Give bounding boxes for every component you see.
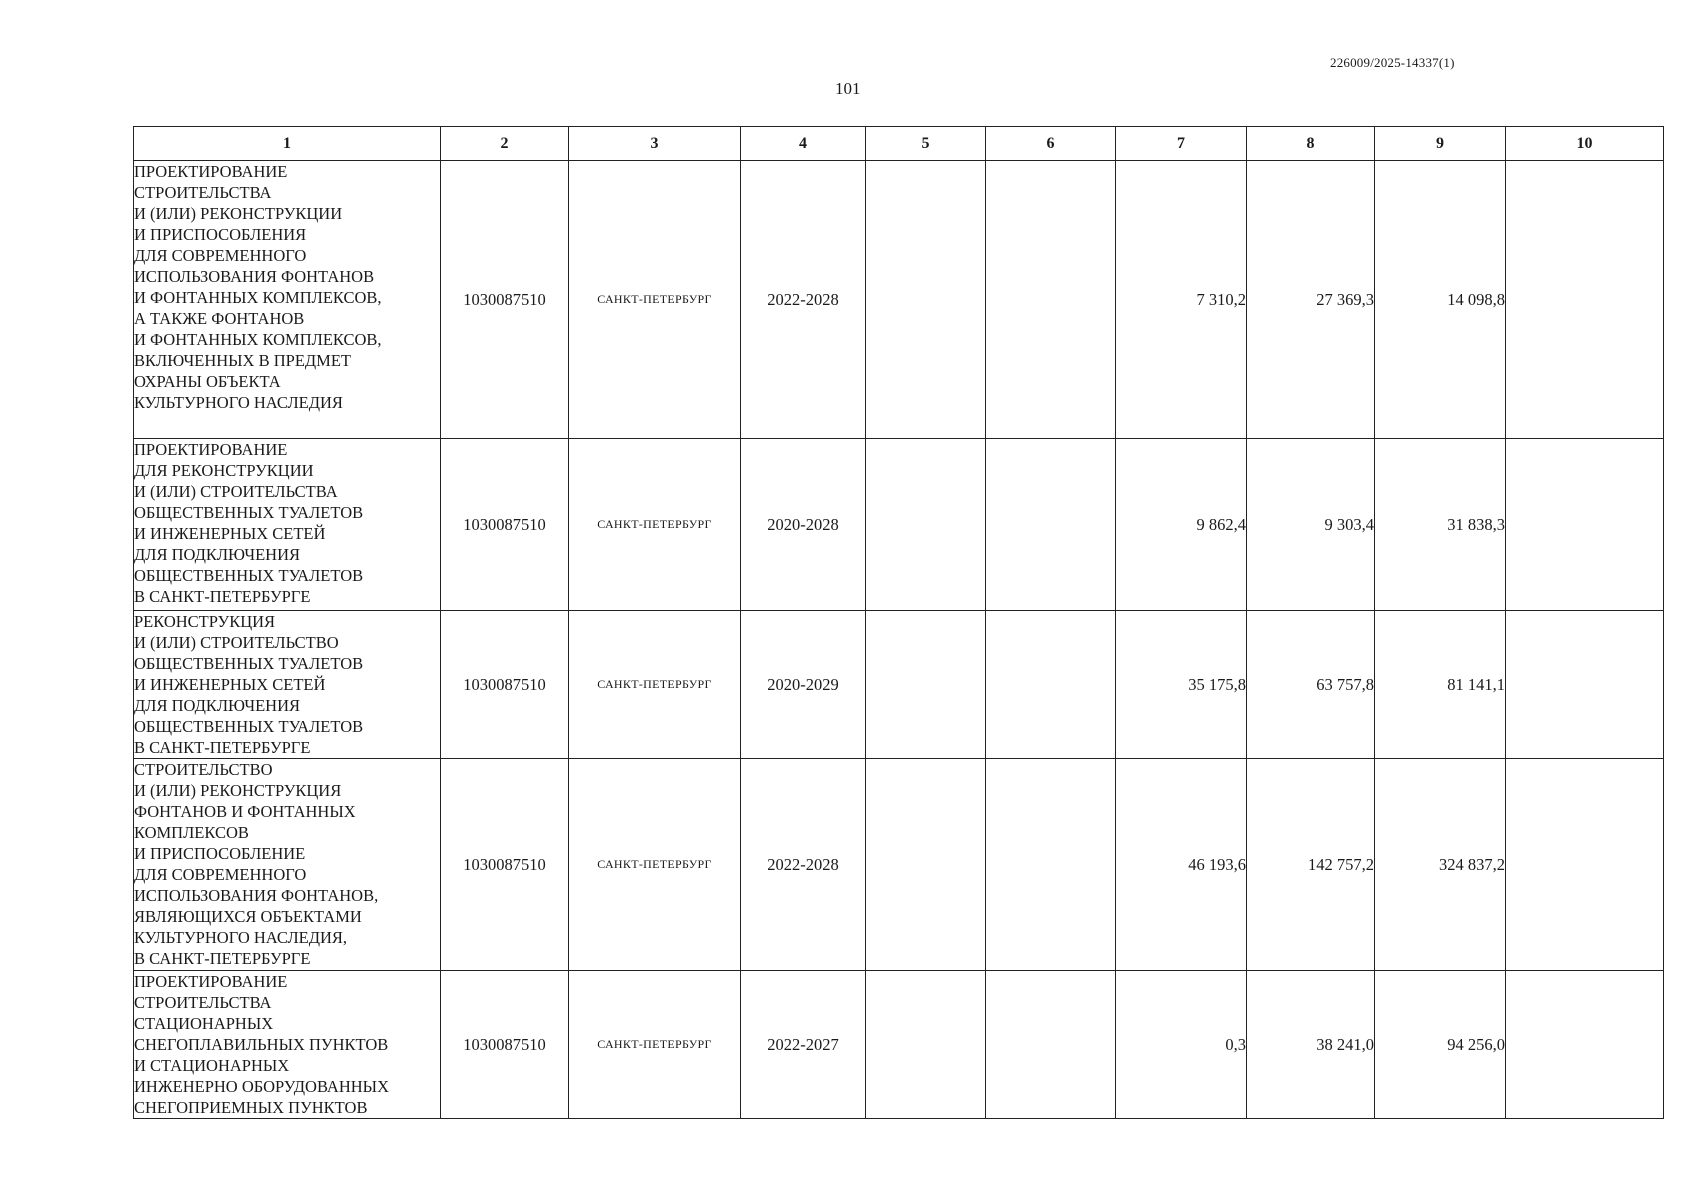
budget-code-cell: 1030087510 (441, 611, 569, 759)
column-9-value-cell: 94 256,0 (1375, 971, 1506, 1119)
location-cell: САНКТ-ПЕТЕРБУРГ (569, 161, 741, 439)
column-8-value-cell: 9 303,4 (1247, 439, 1375, 611)
object-name-cell: ПРОЕКТИРОВАНИЕ ДЛЯ РЕКОНСТРУКЦИИ И (ИЛИ) СТРОИТЕЛЬСТВА ОБЩЕСТВЕННЫХ ТУАЛЕТОВ И ИНЖЕНЕРНЫХ СЕТЕЙ ДЛЯ ПОДКЛЮЧЕНИЯ ОБЩЕСТВЕННЫХ ТУАЛЕТОВ В САНКТ-ПЕТЕРБУРГЕ (134, 439, 441, 611)
period-cell: 2022-2028 (741, 161, 866, 439)
column-5-cell (866, 611, 986, 759)
period-cell: 2022-2028 (741, 759, 866, 971)
column-header-6: 6 (986, 127, 1116, 161)
budget-code-cell: 1030087510 (441, 759, 569, 971)
column-header-8: 8 (1247, 127, 1375, 161)
location-cell: САНКТ-ПЕТЕРБУРГ (569, 759, 741, 971)
column-header-1: 1 (134, 127, 441, 161)
location-cell: САНКТ-ПЕТЕРБУРГ (569, 611, 741, 759)
budget-code-cell: 1030087510 (441, 161, 569, 439)
column-5-cell (866, 439, 986, 611)
column-7-value-cell: 0,3 (1116, 971, 1247, 1119)
object-name-cell: СТРОИТЕЛЬСТВО И (ИЛИ) РЕКОНСТРУКЦИЯ ФОНТАНОВ И ФОНТАННЫХ КОМПЛЕКСОВ И ПРИСПОСОБЛЕНИЕ ДЛЯ СОВРЕМЕННОГО ИСПОЛЬЗОВАНИЯ ФОНТАНОВ, ЯВЛЯЮЩИХСЯ ОБЪЕКТАМИ КУЛЬТУРНОГО НАСЛЕДИЯ, В САНКТ-ПЕТЕРБУРГЕ (134, 759, 441, 971)
location-cell: САНКТ-ПЕТЕРБУРГ (569, 439, 741, 611)
column-header-5: 5 (866, 127, 986, 161)
object-name-cell: ПРОЕКТИРОВАНИЕ СТРОИТЕЛЬСТВА И (ИЛИ) РЕКОНСТРУКЦИИ И ПРИСПОСОБЛЕНИЯ ДЛЯ СОВРЕМЕННОГО ИСПОЛЬЗОВАНИЯ ФОНТАНОВ И ФОНТАННЫХ КОМПЛЕКСОВ, А ТАКЖЕ ФОНТАНОВ И ФОНТАННЫХ КОМПЛЕКСОВ, ВКЛЮЧЕННЫХ В ПРЕДМЕТ ОХРАНЫ ОБЪЕКТА КУЛЬТУРНОГО НАСЛЕДИЯ (134, 161, 441, 439)
column-7-value-cell: 7 310,2 (1116, 161, 1247, 439)
column-10-cell (1506, 971, 1664, 1119)
column-9-value-cell: 31 838,3 (1375, 439, 1506, 611)
budget-code-cell: 1030087510 (441, 971, 569, 1119)
column-7-value-cell: 35 175,8 (1116, 611, 1247, 759)
column-7-value-cell: 46 193,6 (1116, 759, 1247, 971)
column-5-cell (866, 759, 986, 971)
column-9-value-cell: 324 837,2 (1375, 759, 1506, 971)
period-cell: 2020-2028 (741, 439, 866, 611)
budget-code-cell: 1030087510 (441, 439, 569, 611)
column-header-10: 10 (1506, 127, 1664, 161)
location-cell: САНКТ-ПЕТЕРБУРГ (569, 971, 741, 1119)
object-name-cell: ПРОЕКТИРОВАНИЕ СТРОИТЕЛЬСТВА СТАЦИОНАРНЫХ СНЕГОПЛАВИЛЬНЫХ ПУНКТОВ И СТАЦИОНАРНЫХ ИНЖЕНЕРНО ОБОРУДОВАННЫХ СНЕГОПРИЕМНЫХ ПУНКТОВ (134, 971, 441, 1119)
column-header-7: 7 (1116, 127, 1247, 161)
period-cell: 2022-2027 (741, 971, 866, 1119)
object-name-cell: РЕКОНСТРУКЦИЯ И (ИЛИ) СТРОИТЕЛЬСТВО ОБЩЕСТВЕННЫХ ТУАЛЕТОВ И ИНЖЕНЕРНЫХ СЕТЕЙ ДЛЯ ПОДКЛЮЧЕНИЯ ОБЩЕСТВЕННЫХ ТУАЛЕТОВ В САНКТ-ПЕТЕРБУРГЕ (134, 611, 441, 759)
column-8-value-cell: 142 757,2 (1247, 759, 1375, 971)
table-header-row (134, 127, 1664, 161)
table-row (134, 611, 1664, 759)
column-8-value-cell: 63 757,8 (1247, 611, 1375, 759)
column-10-cell (1506, 611, 1664, 759)
table-row (134, 439, 1664, 611)
column-6-cell (986, 611, 1116, 759)
column-6-cell (986, 161, 1116, 439)
column-8-value-cell: 27 369,3 (1247, 161, 1375, 439)
budget-table (133, 126, 1664, 1119)
column-header-2: 2 (441, 127, 569, 161)
column-6-cell (986, 759, 1116, 971)
column-header-4: 4 (741, 127, 866, 161)
column-header-3: 3 (569, 127, 741, 161)
column-6-cell (986, 971, 1116, 1119)
column-10-cell (1506, 161, 1664, 439)
column-5-cell (866, 971, 986, 1119)
column-7-value-cell: 9 862,4 (1116, 439, 1247, 611)
column-8-value-cell: 38 241,0 (1247, 971, 1375, 1119)
table-row (134, 161, 1664, 439)
table-row (134, 759, 1664, 971)
column-10-cell (1506, 759, 1664, 971)
column-9-value-cell: 14 098,8 (1375, 161, 1506, 439)
column-header-9: 9 (1375, 127, 1506, 161)
column-9-value-cell: 81 141,1 (1375, 611, 1506, 759)
column-10-cell (1506, 439, 1664, 611)
table-row (134, 971, 1664, 1119)
document-registration-number: 226009/2025-14337(1) (1330, 55, 1455, 70)
column-5-cell (866, 161, 986, 439)
page-number: 101 (835, 79, 861, 98)
period-cell: 2020-2029 (741, 611, 866, 759)
column-6-cell (986, 439, 1116, 611)
